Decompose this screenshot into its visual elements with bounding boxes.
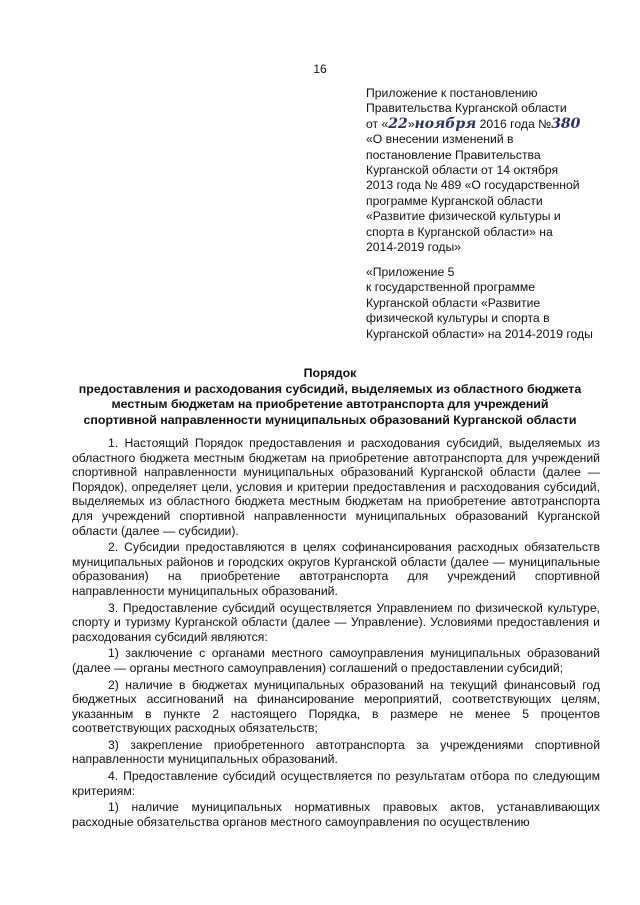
paragraph: 1) наличие муниципальных нормативных правовых актов, устанавливающих расходные обязательства органов местного самоуправления по осуществлению	[72, 800, 600, 829]
title-line: предоставления и расходования субсидий, выделяемых из областного бюджета	[78, 381, 582, 396]
paragraph: 2. Субсидии предоставляются в целях софинансирования расходных обязательств муниципальных районов и городских округов Курганской области (далее — муниципальные образования) на приобретение автотранспорта для учреждений спортивной направленности муниципальных образований.	[72, 540, 600, 598]
handwritten-month: ноября	[414, 115, 477, 132]
annex-line: 2014-2019 годы»	[366, 240, 462, 255]
annex-date-line	[366, 117, 626, 132]
date-year: 2016 года №	[476, 116, 552, 131]
paragraph: 1. Настоящий Порядок предоставления и расходования субсидий, выделяемых из областного бюджета местным бюджетам на приобретение автотранспорта для учреждений спортивной направленности муниципальных образований Курганской области (далее — Порядок), определяет цели, условия и критерии предоставления и расходования субсидий, выделяемых из областного бюджета местным бюджетам на приобретение автотранспорта для учреждений спортивной направленности муниципальных образований Курганской области (далее — субсидии).	[72, 436, 600, 538]
annex-line: спорта в Курганской области» на	[366, 224, 553, 239]
annex-line: «Развитие физической культуры и	[366, 209, 561, 224]
document-title	[60, 366, 600, 428]
paragraph: 3. Предоставление субсидий осуществляется Управлением по физической культуре, спорту и туризму Курганской области (далее — Управление). Условиями предоставления и расходования субсидий являются:	[72, 600, 600, 644]
annex-line: программе Курганской области	[366, 193, 543, 208]
annex-line: Правительства Курганской области	[366, 101, 567, 116]
annex5-line: к государственной программе	[366, 280, 536, 295]
annex5-line: физической культуры и спорта в	[366, 311, 550, 326]
paragraph: 2) наличие в бюджетах муниципальных образований на текущий финансовый год бюджетных ассигнований на финансирование мероприятий, соответствующих целям, указанным в пункте 2 настоящего Порядка, в размере не менее 5 процентов соответствующих расходных обязательств;	[72, 677, 600, 736]
annex-line: 2013 года № 489 «О государственной	[366, 178, 580, 193]
paragraph: 4. Предоставление субсидий осуществляется по результатам отбора по следующим критериям:	[72, 769, 600, 798]
annex-line: Курганской области от 14 октября	[366, 163, 559, 178]
annex-header	[366, 86, 626, 255]
annex-line: Приложение к постановлению	[366, 86, 538, 100]
paragraph: 3) закрепление приобретенного автотранспорта за учреждениями спортивной направленности муниципальных образований.	[72, 737, 600, 767]
annex5-line: Курганской области «Развитие	[366, 295, 541, 310]
paragraph: 1) заключение с органами местного самоуправления муниципальных образований (далее — органы местного самоуправления) соглашений о предоставлении субсидий;	[72, 646, 600, 675]
annex-line: «О внесении изменений в	[366, 132, 514, 147]
page-number: 16	[313, 62, 327, 76]
date-mid: »	[407, 116, 415, 131]
date-prefix: от «	[366, 116, 389, 131]
annex-line: постановление Правительства	[366, 147, 541, 162]
annex-5-header	[366, 265, 636, 342]
document-body	[72, 436, 600, 831]
annex5-line: Курганской области» на 2014-2019 годы	[366, 326, 593, 341]
handwritten-number: 380	[551, 115, 581, 132]
handwritten-day: 22	[388, 115, 408, 132]
title-line: местным бюджетам на приобретение автотранспорта для учреждений	[111, 397, 549, 412]
title-line: спортивной направленности муниципальных образований Курганской области	[83, 412, 577, 427]
title-line: Порядок	[303, 366, 357, 380]
annex5-line: «Приложение 5	[366, 265, 455, 279]
